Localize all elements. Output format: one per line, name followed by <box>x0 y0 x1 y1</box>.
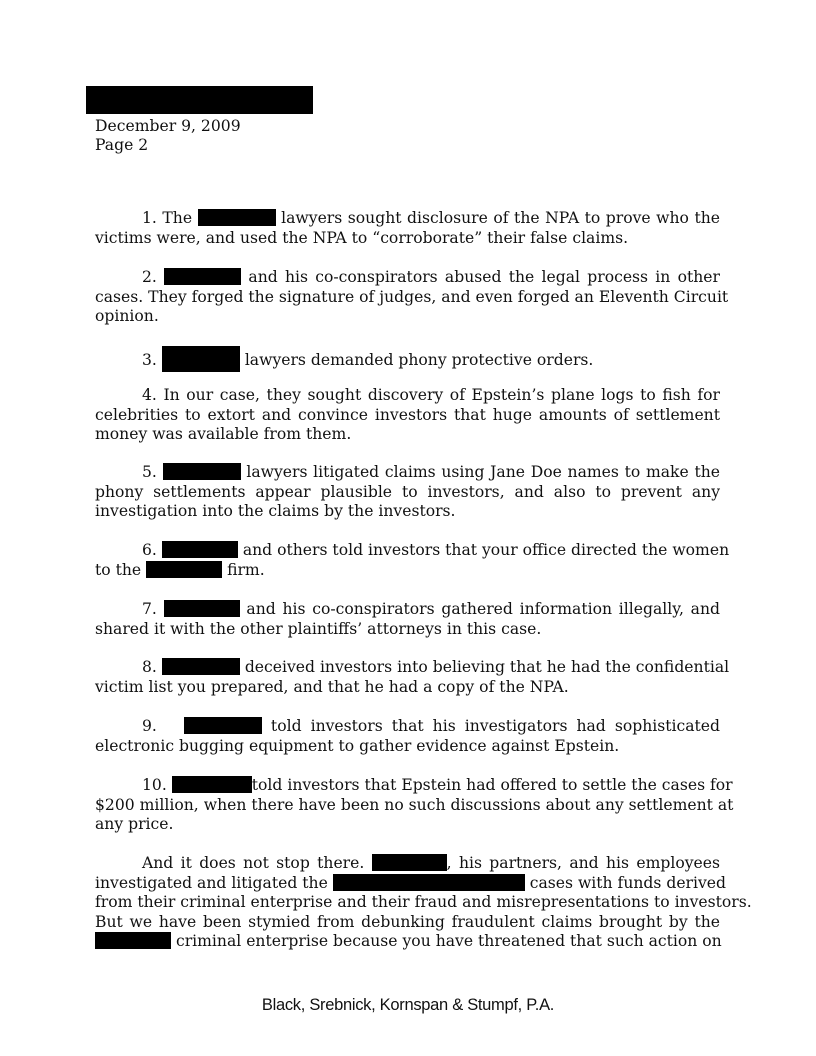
paragraph-4: 4. In our case, they sought discovery of Epstein’s plane logs to fish for celebrities to extort and convince investors that huge amounts of settlement money was available from them. <box>95 386 720 444</box>
redaction <box>198 209 276 226</box>
law-firm-footer: Black, Srebnick, Kornspan & Stumpf, P.A. <box>261 996 555 1014</box>
redaction <box>146 561 222 578</box>
paragraph-5: 5. lawyers litigated claims using Jane Doe names to make the phony settlements appear plausible to investors, and also to prevent any investigation into the claims by the investors. <box>95 463 720 521</box>
redaction <box>184 717 262 734</box>
paragraph-7: 7. and his co-conspirators gathered information illegally, and shared it with the other plaintiffs’ attorneys in this case. <box>95 600 721 638</box>
redaction <box>162 541 238 558</box>
page-number: Page 2 <box>95 136 149 154</box>
paragraph-1: 1. The lawyers sought disclosure of the NPA to prove who the victims were, and used the NPA to “corroborate” their false claims. <box>95 209 720 247</box>
paragraph-10: 10. told investors that Epstein had offered to settle the cases for $200 million, when there have been no such discussions about any settlement at any price. <box>95 776 734 834</box>
letter-date: December 9, 2009 <box>95 117 241 135</box>
paragraph-6: 6. and others told investors that your office directed the women to the firm. <box>95 541 730 579</box>
paragraph-2: 2. and his co-conspirators abused the legal process in other cases. They forged the signature of judges, and even forged an Eleventh Circuit opinion. <box>95 268 729 326</box>
redaction <box>162 346 240 372</box>
redaction <box>95 932 171 949</box>
redaction <box>164 268 241 285</box>
redaction <box>163 463 241 480</box>
paragraph-9: 9. told investors that his investigators had sophisticated electronic bugging equipment to gather evidence against Epstein. <box>95 717 720 755</box>
redaction <box>162 658 240 675</box>
paragraph-3: 3. lawyers demanded phony protective orders. <box>95 346 720 372</box>
redaction <box>172 776 252 793</box>
redaction <box>164 600 240 617</box>
paragraph-8: 8. deceived investors into believing that he had the confidential victim list you prepared, and that he had a copy of the NPA. <box>95 658 730 696</box>
redaction <box>333 874 525 891</box>
paragraph-11: And it does not stop there. , his partners, and his employees investigated and litigated the cases with funds derived from their criminal enterprise and their fraud and misrepresentations to investors. But we have been stymied from debunking fraudulent claims brought by the criminal enterprise because you have threatened that such action on <box>95 854 752 951</box>
redacted-addressee <box>86 86 313 114</box>
redaction <box>372 854 447 871</box>
